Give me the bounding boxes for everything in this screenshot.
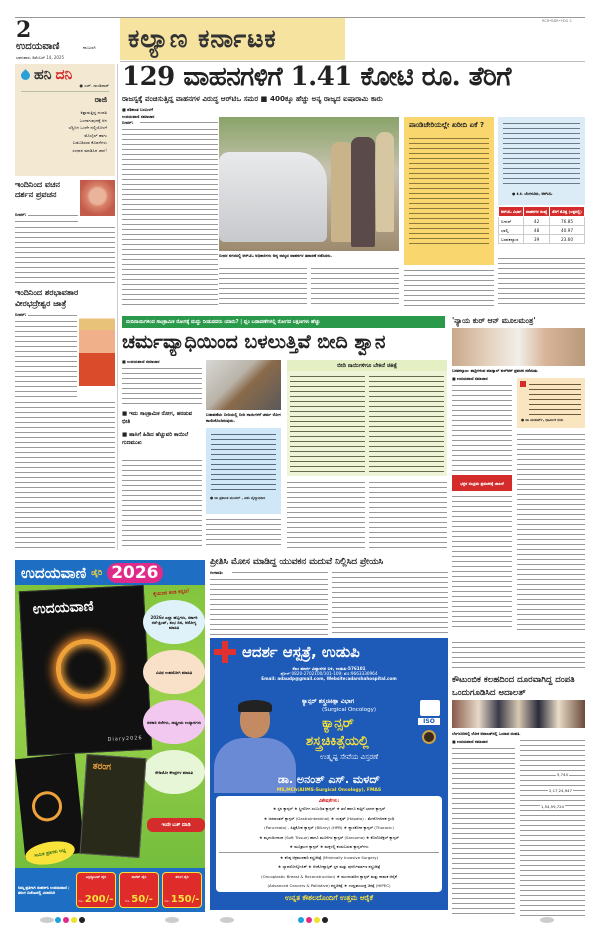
- diary-cover-brand: ಉದಯವಾಣಿ: [32, 598, 94, 618]
- feature-bubble: ರೇಡಿಯೋ ಕೇಂದ್ರಗಳ ಮಾಹಿತಿ: [143, 750, 205, 794]
- price-value: 200/-: [84, 894, 114, 905]
- left-story-1-dateline: ಬೀದರ್:: [15, 212, 27, 217]
- specialty-line: ★ ಸ್ತನ ಕ್ಯಾನ್ಸರ್ ★ ಸ್ತ್ರೀರೋಗ ಸಂಬಂಧಿತ ಕ್ಯಾನ್ಸರ್ ★ ತಲೆ ಹಾಗೂ ಕುತ್ತಿಗೆ ಭಾಗದ ಕ್ಯಾನ್ಸರ್: [272, 806, 386, 811]
- lead-body-col1b: [122, 127, 218, 306]
- diary-red-note: [147, 818, 205, 832]
- left-story-1-body-2: [15, 225, 115, 284]
- dog-quote-attribution: ● ಡಾ ಪ್ರಶಾಂತ ಮಂಡಲ್ , ಪಶು ವೈದ್ಯಾಧಿಕಾರಿ: [210, 496, 266, 500]
- hospital-name: ಆದರ್ಶ ಆಸ್ಪತ್ರೆ, ಉಡುಪಿ: [242, 643, 360, 661]
- family-bureau: ■ ಉದಯವಾಣಿ ಸಮಾಚಾರ: [452, 739, 488, 744]
- lead-byline: ■ ಶಶಿಕಾಂತ ಬಂಬುಳಗೆ: [122, 107, 154, 112]
- doctor-credentials: MS,MCh(AIIMS-Surgical Oncology), FMAS: [276, 788, 382, 793]
- family-photo-caption: ಬೆಂಗಳೂರಿನಲ್ಲಿ ಲೋಕ ಅದಾಲತ್‌ನಲ್ಲಿ ಒಂದಾದ ದಂಪತಿ.: [452, 731, 521, 736]
- registration-dot: [63, 917, 69, 923]
- table-header-cell: ವಾಹನಗಳ ಸಂಖ್ಯೆ: [524, 207, 550, 217]
- diary-tagline: ಕೈಯಿಂದ ಕಂಡ ಕನ್ನಡಿ!: [152, 588, 190, 598]
- iso-badge: ISO: [418, 718, 440, 725]
- crop-mark: [40, 917, 54, 923]
- price-tag: [76, 872, 116, 908]
- lead-body-col1: [140, 120, 218, 126]
- water-drop-icon: [19, 69, 32, 82]
- tax-table: [498, 206, 585, 244]
- love-body-col1: [232, 570, 328, 576]
- hani-author: ● ಎಚ್. ಡುಂಡಿರಾಜ್: [79, 83, 109, 88]
- specialty-line: ★ ಮೂತ್ರಾಂಗ ಕ್ಯಾನ್ಸರ್ ★ ಮಕ್ಕಳಲ್ಲಿ ಕಂಡುಬರುವ ಕ್ಯಾನ್ಸರ್‌ಗಳು: [289, 844, 369, 849]
- table-cell: ಭಾಲ್ಕಿ: [499, 226, 524, 235]
- lead-photo: [219, 117, 399, 251]
- left-story-1-body: [15, 219, 78, 224]
- family-figure-3: 1,54,59,724: [541, 804, 564, 809]
- lead-body-col3: [311, 266, 399, 308]
- family-body-col1: [452, 746, 515, 916]
- diary-book-cover: [19, 585, 152, 756]
- feature-bubble: ವಿವಿಧ ಉಪಯೋಗಿ ಮಾಹಿತಿ: [143, 650, 205, 694]
- dog-body-col1b: [122, 458, 202, 548]
- left-story-1-dateline-row: [15, 212, 78, 218]
- man-shape: [351, 137, 375, 247]
- specialty-line: ★ ಕನಿಷ್ಠ ಆಕ್ರಮಣಕಾರಿ ಶಸ್ತ್ರಚಿಕಿತ್ಸೆ (Minimally Invasive Surgery): [219, 852, 439, 863]
- diary-red-note-text: ಇಂದೇ ಬುಕ್ ಮಾಡಿ: [161, 823, 191, 828]
- doctor-name: ಡಾ. ಅನಂತ್ ಎಸ್. ಮಳದ್: [278, 773, 380, 786]
- sidebar-box: [404, 117, 494, 265]
- price-label: ಎಕ್ಸಿಕ್ಯೂಟಿವ್ ಡೈರಿ: [85, 875, 107, 879]
- diary-bottom-note: ನಿಮ್ಮ ಪ್ರತಿಗಾಗಿ ಸಂಪರ್ಕಿಸಿ ಉದಯವಾಣಿ / ತರಂಗ ಏಜೆಂಟರಲ್ಲಿ ವಿಚಾರಿಸಿರಿ: [18, 885, 70, 895]
- car-shape: [219, 152, 327, 242]
- nabh-badge-icon: [420, 700, 440, 716]
- family-headline: ಕೌಟುಂಬಿಕ ಕಲಹದಿಂದ ದೂರವಾಗಿದ್ದ ದಂಪತಿ ಒಂದುಗೂಡಿಸಿದ ಅದಾಲತ್: [452, 675, 575, 698]
- specialty-line: (Oncoplastic Breast & Reconstruction) ★ ಮುಂದುವರಿದ ಕ್ಯಾನ್ಸರ್ ಮತ್ತು ಶಾಮಕ ಆರೈಕೆ: [261, 873, 397, 879]
- table-row: [499, 226, 585, 235]
- family-body-col2: [520, 738, 585, 916]
- sidebar-title: ಪಾಂಡಿಚೇರಿಯಲ್ಲೇ ಖರೀದಿ ಏಕೆ ?: [409, 121, 485, 129]
- small-ring-icon: [31, 790, 64, 823]
- specialty-line: ★ ಲ್ಯಾಪರೋಸ್ಕೋಪಿಕ್ ★ ಆಂಕೋಪ್ಲಾಸ್ಟಿಕ್ ಸ್ತನ ಮತ್ತು ಪುನರ್ನಿರ್ಮಾಣ ಶಸ್ತ್ರಚಿಕಿತ್ಸೆ: [277, 864, 381, 869]
- sidebar-body: [409, 136, 489, 246]
- poem-line: ಮೊಬೈಲ್ ಹಾಗು: [84, 132, 107, 138]
- hospital-email[interactable]: Email: adaudp@gmail.com, Website:adarshahospital.com: [261, 676, 397, 681]
- page-number: 2: [16, 17, 32, 43]
- table-cell: 48: [524, 226, 550, 235]
- hospital-footer: ಉನ್ನತ ಕೌಶಲದೊಂದಿಗೆ ಉತ್ತಮ ಆರೈಕೆ: [284, 894, 374, 902]
- dog-quote-box: [206, 428, 281, 514]
- right-bureau: ■ ಉದಯವಾಣಿ ಸಮಾಚಾರ: [452, 376, 488, 381]
- right-photo: [452, 328, 585, 366]
- diary-bottom-bar: [15, 868, 205, 912]
- quote-body: [503, 121, 580, 187]
- diary-brand: ಉದಯವಾಣಿ: [21, 563, 87, 582]
- lead-dateline: ಬೀದರ್:: [122, 120, 134, 125]
- dog-photo-caption: ಬಡಾವಣೆಯ ಬೀದಿಯಲ್ಲಿ ಬೀದಿ ನಾಯಿಗಳಿಗೆ ಚರ್ಮ ರೋಗ ಕಾಣಿಸಿಕೊಂಡಿರುವುದು.: [206, 412, 281, 423]
- right-red-box: [452, 475, 512, 491]
- diary-year: 2026: [107, 563, 162, 583]
- dog-kicker-text: ಬೀದಿನಾಯಿಗಳಿಂದ ಸಾಂಕ್ರಾಮಿಕ ರೋಗಕ್ಕೆ ಮದ್ದು ನೀಡುವವರು ಯಾರು? | ಪ್ಲಂ ಬಡಾವಣೆಗಳಲ್ಲಿ ರೋಗದ ಲಕ್ಷಣಗಳು ಹೆಚ್ಚು: [126, 319, 321, 325]
- love-body-col1b: [210, 577, 328, 636]
- quote-mark-icon: [520, 381, 526, 387]
- registration-dot: [55, 917, 61, 923]
- guru-photo: [80, 180, 115, 216]
- right-body-col2: [517, 432, 585, 630]
- hospital-address: ಕೆಎಂ ಮಾರ್ಗ ವಿದ್ಯಾನಗರ ಬಳಿ, ಉಡುಪಿ-576101: [292, 666, 366, 671]
- diary-cover-label: Diary2026: [107, 735, 143, 743]
- poem-line: ಸಂಧಾನ ಮಾಡಿಸಿದ ಜಾಗ!: [72, 147, 107, 153]
- lead-body-col4: [404, 268, 494, 308]
- feature-bubble: 2026ರ ಎಲ್ಲಾ ಹಬ್ಬಗಳು, ಸರ್ಕಾರಿ ರಜೆ-ಪ್ರಿಂಟ್, ಶುಭ ದಿನ, ಆರೋಗ್ಯ ಮಾಹಿತಿ: [143, 600, 205, 644]
- hospital-phone[interactable]: ಫೋನ್:0820-2702100/101-109; ಮೊ:9663330964: [280, 671, 378, 676]
- officer-shape: [331, 142, 353, 242]
- dog-body-col2b: [206, 517, 281, 548]
- right-photo-caption: ಬಸವಕಲ್ಯಾಣ: ಪಾದ್ರಿಗಳಿಂದ ಮಾಡ್ಯಾಲ್ ಕುರ್‌ಆನ್ ಪ್ರವಚನ ನಡೆಯಿತು.: [452, 368, 539, 373]
- price-value: 150/-: [170, 894, 200, 905]
- hani-dani-box: [15, 64, 115, 176]
- right-headline: 'ನ್ಯಾಯ ಕುರ್ ಆನ್ ಮೂಲಮಂತ್ರ': [452, 316, 536, 325]
- lead-bureau: ಉದಯವಾಣಿ ಸಮಾಚಾರ: [122, 114, 155, 119]
- crop-mark: [220, 917, 234, 923]
- right-body-col1b: [452, 494, 512, 630]
- edition-code: RCR•BDR•YDG 2: [542, 19, 572, 23]
- registration-dot: [71, 917, 77, 923]
- price-prefix: ರೂ.: [164, 899, 170, 903]
- crop-mark: [165, 917, 179, 923]
- lead-headline: 129 ವಾಹನಗಳಿಗೆ 1.41 ಕೋಟಿ ರೂ. ತೆರಿಗೆ: [122, 62, 511, 92]
- table-header-cell: ತೆರಿಗೆ ಮೊತ್ತ (ಲಕ್ಷದಲ್ಲಿ): [550, 207, 585, 217]
- edition: ಕಲಬುರಗಿ: [83, 45, 96, 50]
- lead-photo-caption: ಬೀದರ ನಗರದಲ್ಲಿ ಆರ್‌ಟಿಒ ಅಧಿಕಾರಿಗಳು ಅನ್ಯ ರಾಜ್ಯದ ವಾಹನಗಳ ತಪಾಸಣೆ ನಡೆಸಿದರು.: [219, 253, 333, 258]
- left-story-2-body: [15, 319, 77, 400]
- love-headline: ಪ್ರೀತಿಸಿ ಮೋಸ ಮಾಡಿದ್ದ ಯುವಕನ ಮದುವೆ ನಿಲ್ಲಿಸಿದ ಪ್ರೇಯಸಿ: [210, 557, 384, 567]
- tharanga-book-2: [80, 754, 147, 858]
- left-story-2-headline: ಇಂದಿನಿಂದ ಶರಭಾವತಾರ ವೀರಭದ್ರೇಶ್ವರ ಜಾತ್ರೆ: [15, 288, 79, 308]
- right-quote-attribution: ● ಡಾ ಮುಕರ್ಮ್, ಧಾರ್ಮಿಕ ಗುರು: [521, 418, 564, 422]
- family-photo: [452, 700, 585, 728]
- tharanga-title: ತರಂಗ: [92, 761, 112, 773]
- specialty-line: (Advanced Cancers & Palliative) ಶಸ್ತ್ರಚಿಕಿತ್ಸೆ ★ ಉಷ್ಣತಾಯುಕ್ತ ಚಿಕಿತ್ಸೆ (HIPEC): [267, 883, 391, 888]
- hospital-ad: [210, 638, 448, 910]
- family-figure-1: 5,744: [557, 772, 568, 777]
- poem-line: ಬಡಬಡಿಸುವ ಕೊಡಗೆಗಳು: [72, 140, 107, 145]
- paper-name: ಉದಯವಾಣಿ: [16, 41, 60, 52]
- poem-line: ಒಂದಾಗುವುದಕ್ಕೆ ಆಗ: [79, 117, 107, 123]
- table-cell: 39: [524, 235, 550, 244]
- table-cell: ಬೀದರ್: [499, 217, 524, 226]
- table-row: [499, 235, 585, 244]
- price-value: 50/-: [131, 894, 153, 905]
- left-story-2-dateline-row: [15, 312, 77, 318]
- dog-photo: [206, 360, 281, 410]
- dog-body-col4: [369, 480, 447, 548]
- table-cell: ಬಸವಕಲ್ಯಾಣ: [499, 235, 524, 244]
- dog-subhead-2: ■ ಹಾಸಿಗೆ ಹಿಡಿದ ಹೆಚ್ಚುವರಿ ಕಾಯಿಲೆ ಗುಣಮುಖ: [122, 432, 189, 446]
- specialty-line: ★ ಜಠರಾಂತರ್ ಕ್ಯಾನ್ಸರ್ (Gastrointestinal) ★ ಯಕೃತ್ (Hepato) - ಮೇದೋಜೀರಕ ಗ್ರಂಥಿ: [263, 815, 395, 821]
- poem-line: ಬೆಸ್ಲಿನಿಗ ಒಂದೇ ದಲ್ಲಿಯೊಳಗೆ: [68, 125, 107, 130]
- seal-icon: [422, 730, 436, 744]
- hospital-headline-2: ಶಸ್ತ್ರಚಿಕಿತ್ಸೆಯಲ್ಲಿ: [306, 734, 369, 749]
- hospital-headline-3: ಉತ್ಕೃಷ್ಟ ಸೇವೆಯ ವಿಸ್ತರಣೆ: [320, 753, 379, 761]
- dog-bureau: ■ ಉದಯವಾಣಿ ಸಮಾಚಾರ: [122, 359, 160, 364]
- price-tag: [162, 872, 202, 908]
- registration-dot: [306, 917, 312, 923]
- officer2-shape: [376, 132, 394, 232]
- price-label: ತರಂಗ ಡೈರಿ: [175, 875, 189, 879]
- specialty-line: ★ ಮೃದುಅಂಗಾಂಶ (Soft Tissue) ಹಾಗೂ ಮೂಳೆಗಳ ಕ್ಯಾನ್ಸರ್ (Sarcoma) ★ ಕೊಲೊರೆಕ್ಟಲ್ ಕ್ಯಾನ್ಸರ್: [259, 834, 399, 840]
- love-body-col2: [332, 570, 448, 636]
- specialties-box: [216, 796, 442, 892]
- table-followup-body: [498, 256, 585, 308]
- registration-dot: [314, 917, 320, 923]
- left-story-2-body-2: [15, 400, 115, 550]
- diary-ad: [15, 560, 205, 912]
- table-cell: 76.85: [550, 217, 585, 226]
- section-title: ಕಲ್ಯಾಣ ಕರ್ನಾಟಕ: [128, 24, 277, 53]
- limited-badge-text: ಸೀಮಿತ ಪ್ರತಿಗಳು ಲಭ್ಯ: [33, 848, 67, 859]
- table-row: [499, 217, 585, 226]
- price-prefix: ರೂ.: [78, 899, 84, 903]
- left-story-1-headline: ಇಂದಿನಿಂದ ವಚನ ದರ್ಶನ ಪ್ರವಚನ: [15, 180, 60, 199]
- registration-dot: [322, 917, 328, 923]
- dog-headline: ಚರ್ಮವ್ಯಾಧಿಯಿಂದ ಬಳಲುತ್ತಿವೆ ಬೀದಿ ಶ್ವಾನ: [122, 331, 386, 353]
- date: ಭಾನುವಾರ, ಡಿಸೆಂಬರ್ 14, 2025: [16, 55, 65, 60]
- family-figure-2: 2,17,24,947: [549, 788, 572, 793]
- right-body-col1: [452, 383, 512, 473]
- poem-title: ರಾಜಿ: [94, 95, 107, 104]
- hospital-department: ಕ್ಯಾನ್ಸರ್ ಶಸ್ತ್ರಚಿಕಿತ್ಸಾ ವಿಭಾಗ: [302, 698, 355, 705]
- price-label: ಪಾಕೆಟ್ ಡೈರಿ: [131, 875, 147, 879]
- table-cell: 40.97: [550, 226, 585, 235]
- diary-product: ಡೈರಿ: [91, 567, 103, 577]
- hospital-department-en: (Surgical Oncology): [322, 707, 376, 713]
- quote-attribution: ● ಕಿ.ಕಿ. ಬೆಂಗಳೂರು, ಆರ್‌ಟಿಒ: [512, 191, 553, 196]
- left-story-2-dateline: ಬೀದರ್:: [15, 312, 27, 317]
- hospital-headline-1: ಕ್ಯಾನ್ಸರ್: [322, 716, 354, 731]
- diary-ad-header: [15, 560, 205, 585]
- dog-box-title: ಬೀದಿ ನಾಯಿಗಳಿಗೂ ಬೇಕಿದೆ ಚಿಕಿತ್ಸೆ: [337, 362, 397, 369]
- column-rule: [117, 64, 118, 550]
- dog-green-box: [287, 360, 447, 476]
- specialty-line: (Pancreato) - ಪಿತ್ತಕೋಶ ಕ್ಯಾನ್ಸರ್ (Biliary) (HPB) ★ ಶ್ವಾಸಕೋಶ ಕ್ಯಾನ್ಸರ್ (Thoracic): [264, 825, 394, 830]
- section-title-banner: [120, 18, 345, 60]
- registration-dot: [298, 917, 304, 923]
- dog-body-col1: [122, 366, 202, 406]
- right-red-box-text: ಭಕ್ತರ ಸಂಭ್ರಮ ಪ್ರವಚನಕ್ಕೆ ಚಾಲನೆ: [460, 480, 504, 486]
- table-cell: 23.60: [550, 235, 585, 244]
- dog-kicker: [122, 316, 445, 328]
- price-tag: [119, 872, 159, 908]
- lead-subheadline: ರಾಜಸ್ವಕ್ಕೆ ವಂಚಿಸುತ್ತಿದ್ದ ವಾಹನಗಳ ವಿರುದ್ಧ ಆರ್‌ಟಿಒ ಸಮರ ■ 400ಕ್ಕೂ ಹೆಚ್ಚು ಅನ್ಯ ರಾಜ್ಯದ ಐಷಾರಾಮಿ ಕಾರು: [122, 94, 383, 103]
- registration-dot: [79, 917, 85, 923]
- right-quote-box: [517, 378, 585, 428]
- eclipse-ring-icon: [54, 637, 117, 700]
- love-dateline: ಗಂಗಾವತಿ:: [210, 570, 224, 575]
- dog-body-col3: [287, 480, 365, 548]
- family-prev-body: [452, 640, 585, 670]
- dog-box-title-bar: [287, 360, 447, 371]
- price-prefix: ರೂ.: [125, 899, 131, 903]
- dani-title: ದನಿ: [55, 67, 73, 83]
- dog-subhead-1: ■ ಇದು ಸಾಂಕ್ರಾಮಿಕ ರೋಗ, ಹರಡುವ ಭೀತಿ: [122, 411, 193, 425]
- hani-title: ಹನಿ: [34, 67, 52, 83]
- specialties-title: ವಿಶೇಷತೆಗಳು:: [318, 799, 340, 804]
- quote-box: [498, 117, 585, 205]
- poem-line: ಕಿತ್ತಾಡುತ್ತಿದ್ದ ದಂಪತಿ: [80, 110, 107, 115]
- table-cell: 42: [524, 217, 550, 226]
- lead-body-col2: [219, 266, 307, 308]
- veerabhadra-image: [79, 312, 115, 394]
- table-header-cell: ಆರ್‌ಟಿಒ ವಿಭಾಗ: [499, 207, 524, 217]
- crop-mark: [540, 917, 554, 923]
- feature-bubble: ಸರಕಾರಿ ರಜೆಗಳು, ರಾಷ್ಟ್ರೀಯ ಉದ್ಯಾನಗಳು: [143, 700, 205, 744]
- hospital-logo-icon: [214, 641, 236, 663]
